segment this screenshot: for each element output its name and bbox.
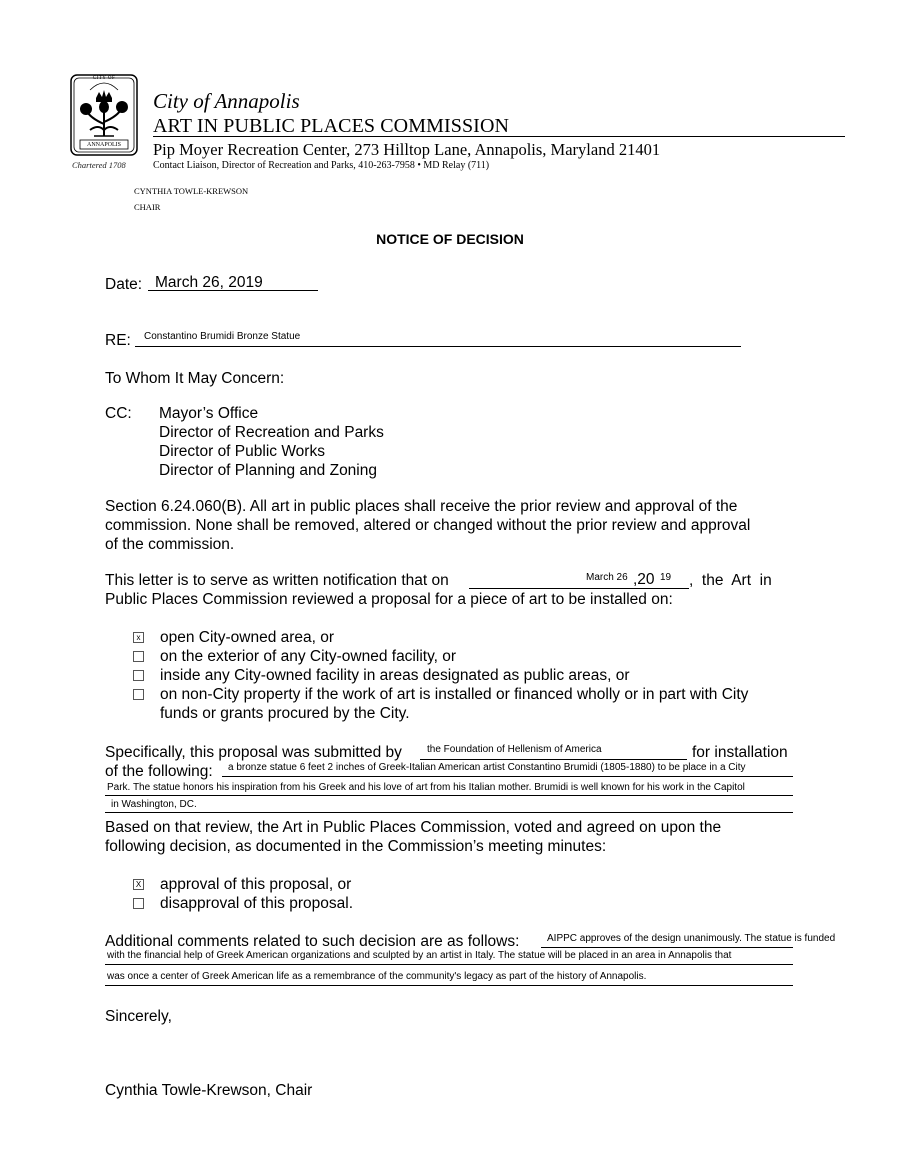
location-options	[133, 628, 813, 723]
section-line: of the commission.	[105, 536, 235, 553]
closing: Sincerely,	[105, 1008, 172, 1025]
cc-item: Director of Recreation and Parks	[159, 424, 384, 441]
submitter-field	[420, 742, 687, 760]
location-label: on the exterior of any City-owned facility, or	[160, 648, 457, 665]
notification-after: , the Art in	[689, 572, 772, 589]
comments-line: with the financial help of Greek American organizations and sculpted by an artist in Italy. The statue will be placed in an area in Annapolis that	[107, 950, 732, 961]
letterhead-rule	[153, 136, 845, 137]
decision-label: disapproval of this proposal.	[160, 895, 354, 912]
location-checkbox[interactable]	[133, 670, 144, 681]
notification-date: March 26	[586, 572, 628, 583]
location-label-line: funds or grants procured by the City.	[160, 705, 410, 722]
decision-option	[133, 894, 353, 913]
notification-year-prefix: ,20	[633, 571, 655, 588]
location-option	[133, 647, 813, 666]
notification-line2: Public Places Commission reviewed a proposal for a piece of art to be installed on:	[105, 591, 673, 608]
comments-field-2	[105, 950, 793, 965]
notification-before: This letter is to serve as written notification that on	[105, 572, 449, 589]
comments-line: AIPPC approves of the design unanimously. The statue is funded	[547, 933, 836, 944]
decision-label: approval of this proposal, or	[160, 876, 352, 893]
date-value: March 26, 2019	[155, 274, 263, 291]
seal-top-text: CITY OF	[92, 76, 116, 81]
notice-heading: NOTICE OF DECISION	[376, 231, 524, 247]
signature: Cynthia Towle-Krewson, Chair	[105, 1082, 313, 1099]
decision-checkbox[interactable]	[133, 898, 144, 909]
commission-name: ART IN PUBLIC PLACES COMMISSION	[153, 115, 510, 137]
comments-line: was once a center of Greek American life as a remembrance of the community's legacy as part of the history of Annapolis.	[107, 971, 647, 982]
location-option	[133, 628, 813, 647]
section-line: commission. None shall be removed, altered or changed without the prior review and approval	[105, 517, 751, 534]
section-paragraph	[105, 497, 750, 554]
description-line: in Washington, DC.	[111, 799, 197, 810]
location-label: open City-owned area, or	[160, 629, 335, 646]
notification-date-field	[469, 570, 689, 589]
cc-item: Director of Public Works	[159, 443, 325, 460]
description-field-1	[222, 762, 793, 777]
notification-year: 19	[660, 572, 672, 583]
re-value: Constantino Brumidi Bronze Statue	[144, 331, 301, 342]
specifically-before: Specifically, this proposal was submitted by	[105, 744, 402, 761]
comments-label: Additional comments related to such decision are as follows:	[105, 933, 520, 950]
based-paragraph	[105, 818, 721, 856]
description-line: Park. The statue honors his inspiration from his Greek and his love of art from his Italian mother. Brumidi is well known for his work in the Capitol	[107, 782, 745, 793]
seal-bottom-text: ANNAPOLIS	[86, 142, 121, 148]
decision-checkbox[interactable]: X	[133, 879, 144, 890]
re-field	[135, 330, 741, 347]
location-label	[160, 685, 748, 723]
comments-field-3	[105, 970, 793, 986]
location-label: inside any City-owned facility in areas designated as public areas, or	[160, 667, 630, 684]
contact-line: Contact Liaison, Director of Recreation and Parks, 410-263-7958 • MD Relay (711)	[153, 160, 490, 171]
comments-field-1	[541, 932, 836, 948]
city-name: City of Annapolis	[153, 89, 300, 113]
submitter-value: the Foundation of Hellenism of America	[427, 744, 602, 755]
section-line: Section 6.24.060(B). All art in public places shall receive the prior review and approval of the	[105, 498, 738, 515]
based-line: Based on that review, the Art in Public Places Commission, voted and agreed on upon the	[105, 819, 722, 836]
location-option	[133, 666, 813, 685]
cc-label: CC:	[105, 405, 132, 422]
description-field-2	[105, 781, 793, 796]
commission-address: Pip Moyer Recreation Center, 273 Hilltop Lane, Annapolis, Maryland 21401	[153, 140, 661, 159]
decision-options	[133, 875, 353, 913]
location-checkbox[interactable]	[133, 651, 144, 662]
chair-name: CYNTHIA TOWLE-KREWSON	[134, 186, 249, 196]
of-following-label: of the following:	[105, 763, 213, 780]
chartered-text: Chartered 1708	[72, 160, 126, 170]
chair-title: CHAIR	[134, 202, 161, 212]
location-label-line: on non-City property if the work of art is installed or financed wholly or in part with City	[160, 686, 749, 703]
specifically-after: for installation	[692, 744, 788, 761]
description-field-3	[105, 798, 793, 813]
location-checkbox[interactable]: x	[133, 632, 144, 643]
date-label: Date:	[105, 276, 143, 293]
decision-option	[133, 875, 353, 894]
location-checkbox[interactable]	[133, 689, 144, 700]
re-label: RE:	[105, 332, 131, 349]
based-line: following decision, as documented in the Commission’s meeting minutes:	[105, 838, 607, 855]
cc-list	[159, 404, 384, 480]
cc-item: Mayor’s Office	[159, 405, 259, 422]
salutation: To Whom It May Concern:	[105, 370, 285, 387]
location-option	[133, 685, 813, 723]
description-line: a bronze statue 6 feet 2 inches of Greek-Italian American artist Constantino Brumidi (1805-1880) to be place in a City	[228, 762, 746, 773]
date-field	[148, 272, 318, 291]
cc-item: Director of Planning and Zoning	[159, 462, 377, 479]
